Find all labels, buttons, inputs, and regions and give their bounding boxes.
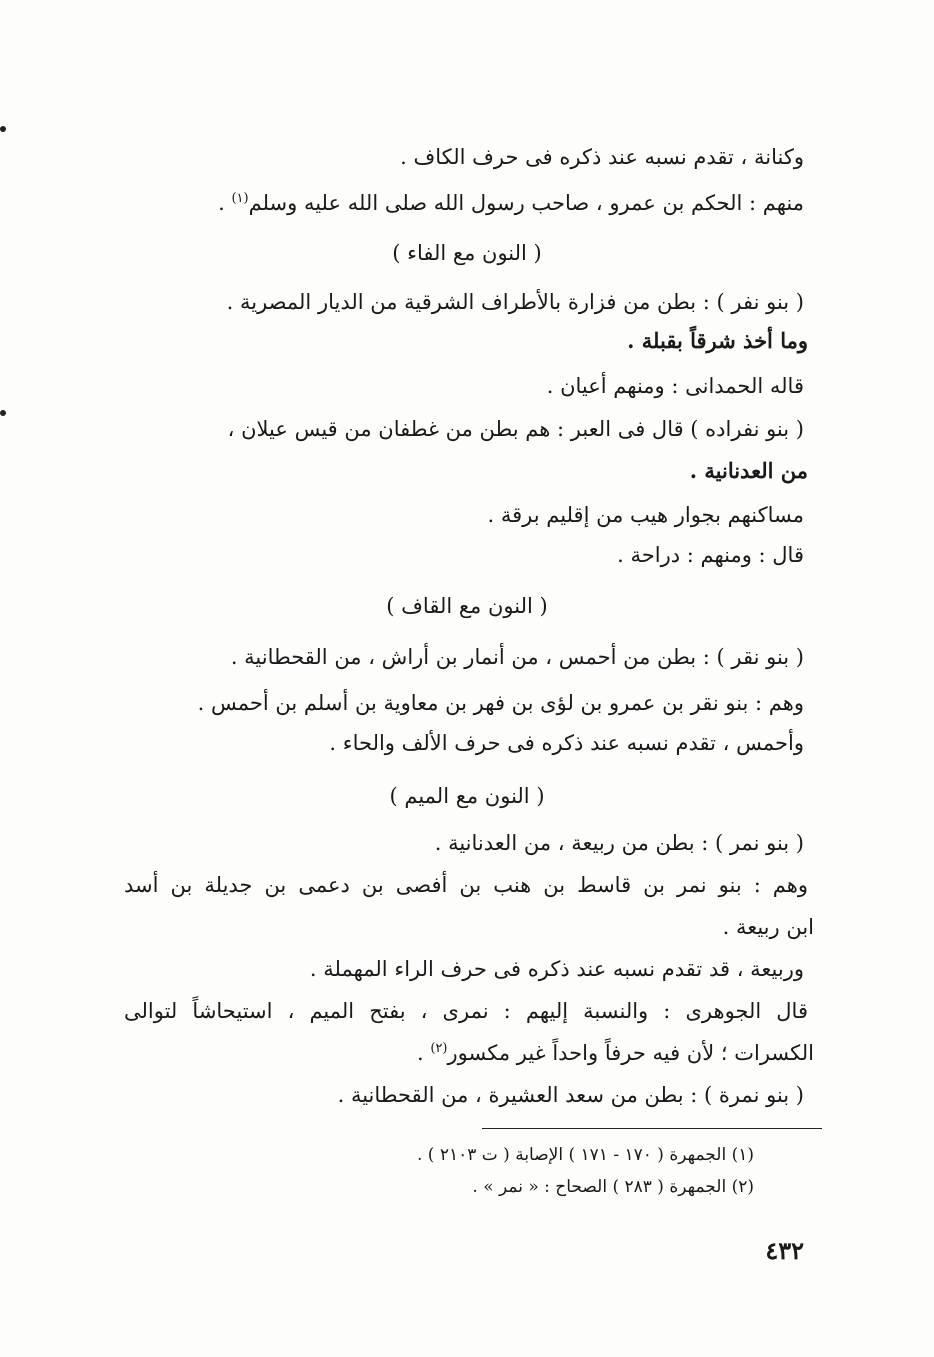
footnote-divider [482,1128,822,1129]
text-line: وهم : بنو نقر بن عمرو بن لؤى بن فهر بن معاوية بن أسلم بن أحمس . [197,691,804,715]
text-line: وكنانة ، تقدم نسبه عند ذكره فى حرف الكاف . [400,145,804,169]
text-line: وما أخذ شرقاً بقبلة . [627,328,808,353]
section-heading-text: ( النون مع القاف ) [386,594,548,618]
text-line: ( بنو نقر ) : بطن من أحمس ، من أنمار بن أراش ، من القحطانية . [230,645,804,669]
section-heading [0,779,934,813]
text-segment: منهم : الحكم بن عمرو ، صاحب رسول الله صلى الله عليه وسلم [248,191,804,215]
text-line: مساكنهم بجوار هيب من إقليم برقة . [487,503,804,527]
text-line: ( بنو نفراده ) قال فى العبر : هم بطن من غطفان من قيس عيلان ، [227,417,804,441]
text-line: قال الجوهرى : والنسبة إليهم : نمرى ، بفتح الميم ، استيحاشاً لتوالى [124,999,808,1023]
margin-mark [0,126,6,132]
text-segment: . [218,191,232,215]
footnote-ref: (٢) [430,1041,448,1056]
text-segment: . [417,1041,431,1065]
text-line: قال : ومنهم : دراحة . [617,543,804,567]
text-line: من العدنانية . [689,458,808,483]
section-heading [0,589,934,623]
text-line [120,186,804,220]
footnote-ref: (١) [231,191,249,206]
footnote: (١) الجمهرة ( ١٧٠ - ١٧١ ) الإصابة ( ت ٢١٠٣ ) . [416,1145,754,1165]
text-line: وهم : بنو نمر بن قاسط بن هنب بن أفصى بن دعمى بن جديلة بن أسد [124,873,808,897]
section-heading [0,236,934,270]
margin-mark [0,410,6,416]
page-number: ٤٣٢ [765,1236,804,1265]
text-line: وأحمس ، تقدم نسبه عند ذكره فى حرف الألف والحاء . [329,731,804,755]
footnote: (٢) الجمهرة ( ٢٨٣ ) الصحاح : « نمر » . [472,1177,754,1197]
text-line: ( بنو نمرة ) : بطن من سعد العشيرة ، من القحطانية . [337,1083,804,1107]
text-segment: الكسرات ؛ لأن فيه حرفاً واحداً غير مكسور [447,1041,814,1065]
text-line: وربيعة ، قد تقدم نسبه عند ذكره فى حرف الراء المهملة . [309,957,804,981]
section-heading-text: ( النون مع الميم ) [389,784,545,808]
text-line: قاله الحمدانى : ومنهم أعيان . [546,374,804,398]
text-line: ( بنو نمر ) : بطن من ربيعة ، من العدنانية . [434,831,804,855]
section-heading-text: ( النون مع الفاء ) [392,241,542,265]
text-line: ابن ربيعة . [722,915,814,939]
text-line: ( بنو نفر ) : بطن من فزارة بالأطراف الشرقية من الديار المصرية . [226,290,804,314]
text-line [120,1036,814,1070]
